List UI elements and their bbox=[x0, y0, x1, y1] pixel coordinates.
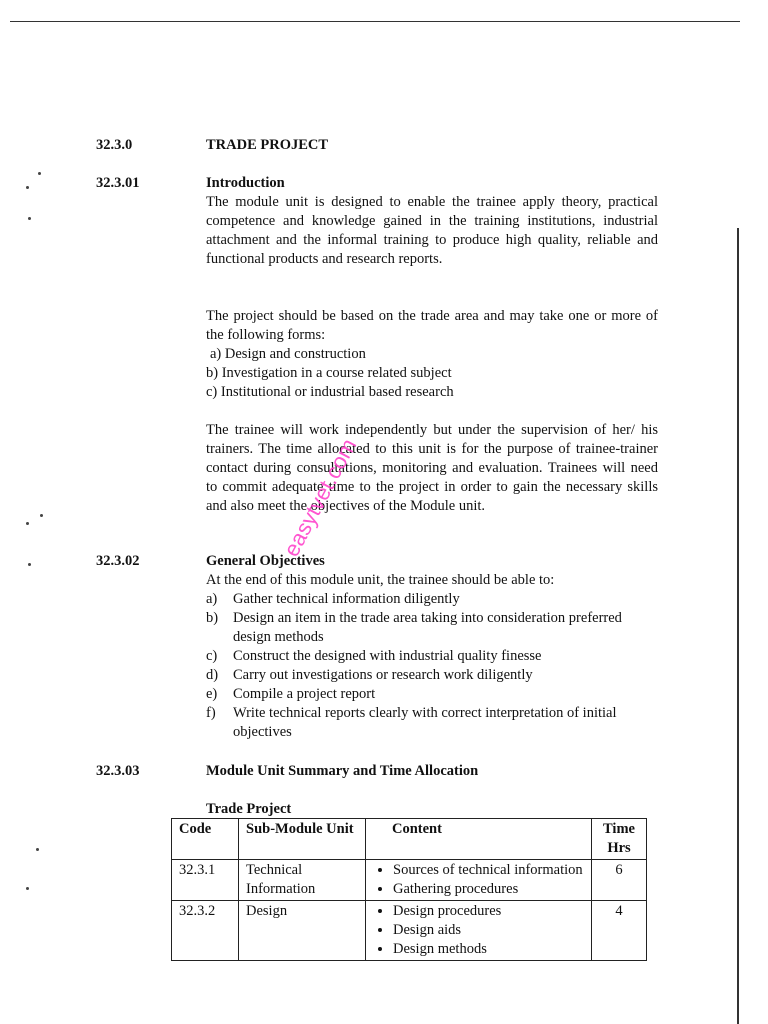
cell-time: 4 bbox=[592, 901, 647, 961]
introduction-heading: Introduction bbox=[206, 175, 285, 191]
content-bullet: • Design methods bbox=[393, 940, 584, 959]
header-sub-module: Sub-Module Unit bbox=[239, 819, 366, 860]
scan-speck bbox=[26, 186, 29, 189]
table-header-row bbox=[172, 819, 647, 860]
scan-speck bbox=[26, 522, 29, 525]
objective-text: Construct the designed with industrial quality finesse bbox=[233, 648, 542, 664]
objective-text: Carry out investigations or research work diligently bbox=[233, 667, 533, 683]
objective-label: f) bbox=[206, 705, 216, 721]
objectives-heading: General Objectives bbox=[206, 553, 325, 569]
objective-label: d) bbox=[206, 667, 219, 683]
cell-sub-module: Design bbox=[239, 901, 366, 961]
cell-time: 6 bbox=[592, 860, 647, 901]
section-number: 32.3.0 bbox=[96, 137, 133, 153]
form-item: a) Design and construction bbox=[210, 346, 366, 362]
objective-label: c) bbox=[206, 648, 218, 664]
scan-speck bbox=[28, 217, 31, 220]
scan-speck bbox=[40, 514, 43, 517]
header-code: Code bbox=[172, 819, 239, 860]
objective-text: Gather technical information diligently bbox=[233, 591, 460, 607]
top-rule bbox=[10, 21, 740, 22]
introduction-paragraph: The module unit is designed to enable the trainee apply theory, practical competence and knowledge gained in the training institutions, industrial attachment and the informal training to produce high quality, reliable and functional products and research reports. bbox=[206, 194, 658, 267]
objectives-lead: At the end of this module unit, the trainee should be able to: bbox=[206, 572, 555, 588]
scan-speck bbox=[38, 172, 41, 175]
content-bullet: • Design aids bbox=[393, 921, 584, 940]
header-content: Content bbox=[366, 819, 592, 860]
table-row bbox=[172, 901, 647, 961]
scan-speck bbox=[26, 887, 29, 890]
table-row bbox=[172, 860, 647, 901]
content-bullet: • Gathering procedures bbox=[393, 880, 584, 899]
project-forms-paragraph: The project should be based on the trade area and may take one or more of the following forms: bbox=[206, 308, 658, 343]
right-margin-rule bbox=[737, 228, 739, 1024]
form-item: b) Investigation in a course related subject bbox=[206, 365, 452, 381]
summary-heading: Module Unit Summary and Time Allocation bbox=[206, 763, 479, 779]
objective-item bbox=[206, 609, 626, 647]
summary-table bbox=[171, 818, 647, 961]
objective-item bbox=[206, 647, 646, 666]
objectives-number: 32.3.02 bbox=[96, 553, 140, 569]
objective-label: a) bbox=[206, 591, 218, 607]
cell-sub-module: Technical Information bbox=[239, 860, 366, 901]
objective-label: e) bbox=[206, 686, 218, 702]
objective-item bbox=[206, 704, 636, 742]
objective-item bbox=[206, 590, 646, 609]
summary-number: 32.3.03 bbox=[96, 763, 140, 779]
scan-speck bbox=[36, 848, 39, 851]
content-bullet: • Sources of technical information bbox=[393, 861, 584, 880]
objective-text: Write technical reports clearly with correct interpretation of initial objectives bbox=[233, 705, 617, 740]
introduction-number: 32.3.01 bbox=[96, 175, 140, 191]
header-time: Time Hrs bbox=[592, 819, 647, 860]
objective-text: Design an item in the trade area taking into consideration preferred design methods bbox=[233, 610, 622, 645]
objective-label: b) bbox=[206, 610, 219, 626]
cell-code: 32.3.2 bbox=[172, 901, 239, 961]
objective-item bbox=[206, 685, 646, 704]
scan-speck bbox=[28, 563, 31, 566]
objective-item bbox=[206, 666, 646, 685]
section-title: TRADE PROJECT bbox=[206, 137, 329, 153]
supervision-paragraph: The trainee will work independently but under the supervision of her/ his trainers. The time allocated to this unit is for the purpose of trainee-trainer contact during consultations, monitoring and evaluation. Trainees will need to commit adequate time to the project in order to gain the necessary skills and also meet the objectives of the Module unit. bbox=[206, 422, 658, 514]
cell-content bbox=[366, 860, 592, 901]
table-title: Trade Project bbox=[206, 801, 292, 817]
form-item: c) Institutional or industrial based research bbox=[206, 384, 454, 400]
cell-content bbox=[366, 901, 592, 961]
watermark: easytvet.com bbox=[278, 434, 362, 561]
objective-text: Compile a project report bbox=[233, 686, 376, 702]
cell-code: 32.3.1 bbox=[172, 860, 239, 901]
content-bullet: • Design procedures bbox=[393, 902, 584, 921]
